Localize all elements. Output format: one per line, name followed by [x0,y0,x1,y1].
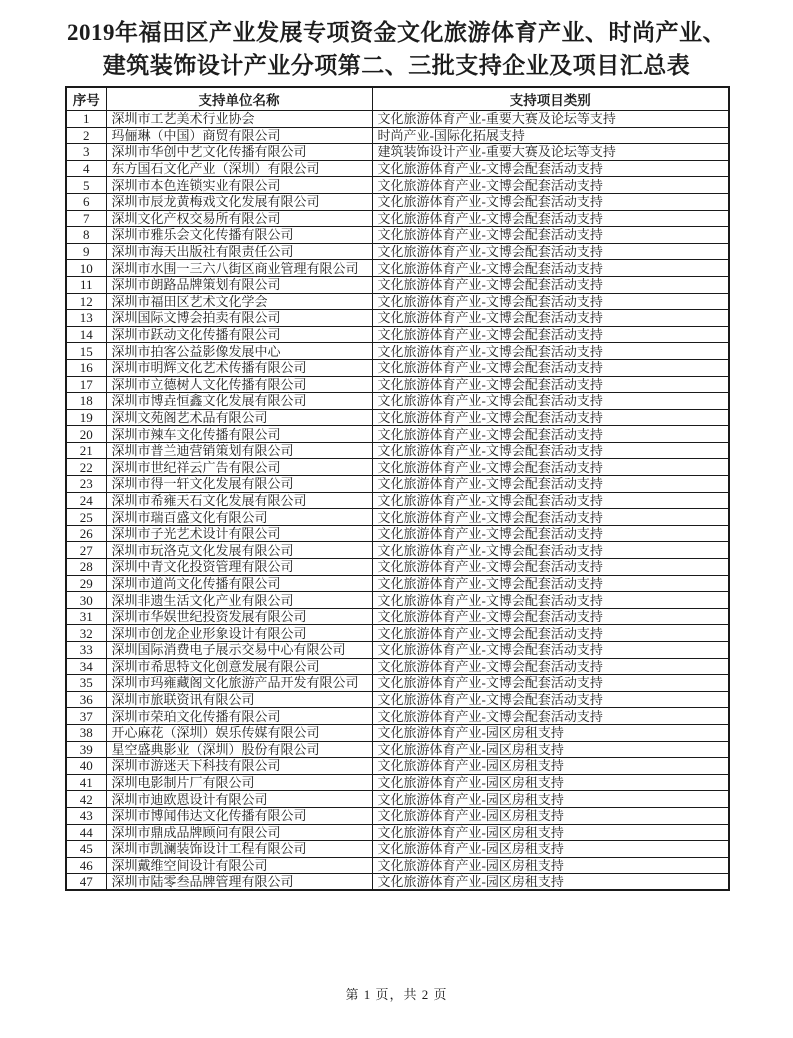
cell-unit-name: 深圳市瑞百盛文化有限公司 [106,509,372,526]
cell-unit-name: 深圳市得一轩文化发展有限公司 [106,476,372,493]
cell-row-index: 27 [66,542,106,559]
page-title-line-1: 2019年福田区产业发展专项资金文化旅游体育产业、时尚产业、 [67,20,726,45]
cell-project-category: 文化旅游体育产业-文博会配套活动支持 [372,227,729,244]
cell-unit-name: 深圳市荣珀文化传播有限公司 [106,708,372,725]
cell-project-category: 文化旅游体育产业-文博会配套活动支持 [372,276,729,293]
cell-row-index: 14 [66,326,106,343]
table-row [66,326,729,343]
cell-project-category: 文化旅游体育产业-文博会配套活动支持 [372,326,729,343]
table-row [66,824,729,841]
cell-project-category: 建筑装饰设计产业-重要大赛及论坛等支持 [372,144,729,161]
cell-project-category: 文化旅游体育产业-文博会配套活动支持 [372,658,729,675]
table-row [66,857,729,874]
cell-row-index: 4 [66,160,106,177]
table-row [66,658,729,675]
table-row [66,724,729,741]
cell-row-index: 36 [66,691,106,708]
cell-row-index: 38 [66,724,106,741]
cell-unit-name: 深圳市普兰迪营销策划有限公司 [106,442,372,459]
table-row [66,708,729,725]
table-row [66,642,729,659]
table-row [66,376,729,393]
cell-unit-name: 深圳市玩洛克文化发展有限公司 [106,542,372,559]
cell-row-index: 31 [66,608,106,625]
cell-unit-name: 深圳国际消费电子展示交易中心有限公司 [106,642,372,659]
table-row [66,592,729,609]
cell-unit-name: 深圳市博闻伟达文化传播有限公司 [106,807,372,824]
table-row [66,127,729,144]
cell-project-category: 文化旅游体育产业-文博会配套活动支持 [372,193,729,210]
cell-row-index: 47 [66,874,106,891]
cell-row-index: 19 [66,409,106,426]
cell-unit-name: 深圳市道尚文化传播有限公司 [106,575,372,592]
table-row [66,476,729,493]
cell-unit-name: 深圳市本色连锁实业有限公司 [106,177,372,194]
cell-unit-name: 深圳非遗生活文化产业有限公司 [106,592,372,609]
table-row [66,177,729,194]
table-row [66,625,729,642]
cell-unit-name: 深圳市拍客公益影像发展中心 [106,343,372,360]
cell-row-index: 8 [66,227,106,244]
cell-project-category: 文化旅游体育产业-文博会配套活动支持 [372,177,729,194]
cell-unit-name: 深圳中青文化投资管理有限公司 [106,559,372,576]
cell-row-index: 11 [66,276,106,293]
table-row [66,243,729,260]
table-row [66,144,729,161]
cell-unit-name: 深圳市明辉文化艺术传播有限公司 [106,359,372,376]
cell-row-index: 25 [66,509,106,526]
cell-row-index: 28 [66,559,106,576]
cell-row-index: 12 [66,293,106,310]
cell-unit-name: 深圳市博垚恒鑫文化发展有限公司 [106,393,372,410]
cell-project-category: 文化旅游体育产业-园区房租支持 [372,791,729,808]
cell-project-category: 文化旅游体育产业-文博会配套活动支持 [372,426,729,443]
table-header-row [66,87,729,111]
table-row [66,393,729,410]
cell-project-category: 文化旅游体育产业-文博会配套活动支持 [372,509,729,526]
table-row [66,874,729,891]
cell-unit-name: 深圳市华创中艺文化传播有限公司 [106,144,372,161]
cell-row-index: 35 [66,675,106,692]
cell-unit-name: 深圳市福田区艺术文化学会 [106,293,372,310]
table-row [66,758,729,775]
table-row [66,359,729,376]
table-row [66,807,729,824]
cell-project-category: 文化旅游体育产业-文博会配套活动支持 [372,675,729,692]
table-row [66,691,729,708]
page-title [0,16,793,82]
cell-row-index: 24 [66,492,106,509]
cell-row-index: 23 [66,476,106,493]
table-row [66,741,729,758]
table-row [66,509,729,526]
cell-row-index: 39 [66,741,106,758]
cell-row-index: 2 [66,127,106,144]
cell-project-category: 文化旅游体育产业-文博会配套活动支持 [372,559,729,576]
table-row [66,442,729,459]
cell-row-index: 30 [66,592,106,609]
table-row [66,841,729,858]
cell-project-category: 文化旅游体育产业-文博会配套活动支持 [372,708,729,725]
cell-project-category: 文化旅游体育产业-文博会配套活动支持 [372,608,729,625]
cell-unit-name: 深圳市凯澜装饰设计工程有限公司 [106,841,372,858]
table-row [66,276,729,293]
cell-project-category: 文化旅游体育产业-文博会配套活动支持 [372,160,729,177]
cell-row-index: 18 [66,393,106,410]
cell-unit-name: 深圳市华娱世纪投资发展有限公司 [106,608,372,625]
cell-project-category: 文化旅游体育产业-文博会配套活动支持 [372,442,729,459]
cell-unit-name: 深圳市旅联资讯有限公司 [106,691,372,708]
cell-row-index: 5 [66,177,106,194]
cell-unit-name: 深圳文苑阁艺术品有限公司 [106,409,372,426]
cell-project-category: 文化旅游体育产业-园区房租支持 [372,841,729,858]
table-row [66,111,729,128]
table-row [66,409,729,426]
table-row [66,310,729,327]
cell-row-index: 44 [66,824,106,841]
cell-unit-name: 深圳市子光艺术设计有限公司 [106,525,372,542]
cell-project-category: 文化旅游体育产业-文博会配套活动支持 [372,476,729,493]
cell-project-category: 文化旅游体育产业-园区房租支持 [372,857,729,874]
cell-project-category: 文化旅游体育产业-文博会配套活动支持 [372,343,729,360]
table-row [66,227,729,244]
cell-project-category: 文化旅游体育产业-园区房租支持 [372,724,729,741]
cell-project-category: 时尚产业-国际化拓展支持 [372,127,729,144]
cell-project-category: 文化旅游体育产业-文博会配套活动支持 [372,625,729,642]
table-row [66,608,729,625]
cell-row-index: 32 [66,625,106,642]
support-table [65,86,730,891]
cell-unit-name: 深圳市希思特文化创意发展有限公司 [106,658,372,675]
cell-unit-name: 深圳市水围一三六八街区商业管理有限公司 [106,260,372,277]
cell-unit-name: 深圳戴维空间设计有限公司 [106,857,372,874]
cell-row-index: 3 [66,144,106,161]
cell-unit-name: 开心麻花（深圳）娱乐传媒有限公司 [106,724,372,741]
cell-unit-name: 深圳市立德树人文化传播有限公司 [106,376,372,393]
cell-unit-name: 深圳市迪欧恩设计有限公司 [106,791,372,808]
table-row [66,193,729,210]
cell-unit-name: 深圳市游迷天下科技有限公司 [106,758,372,775]
cell-project-category: 文化旅游体育产业-重要大赛及论坛等支持 [372,111,729,128]
table-row [66,343,729,360]
cell-row-index: 10 [66,260,106,277]
column-header-unit: 支持单位名称 [106,87,372,111]
cell-unit-name: 深圳电影制片厂有限公司 [106,774,372,791]
cell-row-index: 9 [66,243,106,260]
cell-row-index: 29 [66,575,106,592]
cell-project-category: 文化旅游体育产业-文博会配套活动支持 [372,260,729,277]
cell-project-category: 文化旅游体育产业-园区房租支持 [372,807,729,824]
page-title-line-2: 建筑装饰设计产业分项第二、三批支持企业及项目汇总表 [102,53,691,78]
cell-project-category: 文化旅游体育产业-文博会配套活动支持 [372,393,729,410]
cell-project-category: 文化旅游体育产业-园区房租支持 [372,774,729,791]
cell-project-category: 文化旅游体育产业-文博会配套活动支持 [372,575,729,592]
cell-project-category: 文化旅游体育产业-文博会配套活动支持 [372,642,729,659]
cell-unit-name: 深圳市玛雍藏阁文化旅游产品开发有限公司 [106,675,372,692]
cell-project-category: 文化旅游体育产业-文博会配套活动支持 [372,409,729,426]
cell-project-category: 文化旅游体育产业-文博会配套活动支持 [372,243,729,260]
cell-unit-name: 深圳文化产权交易所有限公司 [106,210,372,227]
table-row [66,210,729,227]
cell-row-index: 41 [66,774,106,791]
cell-row-index: 15 [66,343,106,360]
cell-row-index: 43 [66,807,106,824]
cell-unit-name: 深圳市创龙企业形象设计有限公司 [106,625,372,642]
cell-row-index: 17 [66,376,106,393]
page-footer: 第 1 页，共 2 页 [345,987,448,1002]
cell-unit-name: 东方国石文化产业（深圳）有限公司 [106,160,372,177]
cell-project-category: 文化旅游体育产业-文博会配套活动支持 [372,492,729,509]
cell-project-category: 文化旅游体育产业-文博会配套活动支持 [372,310,729,327]
table-row [66,675,729,692]
cell-project-category: 文化旅游体育产业-文博会配套活动支持 [372,691,729,708]
table-row [66,774,729,791]
cell-unit-name: 深圳市跃动文化传播有限公司 [106,326,372,343]
table-row [66,542,729,559]
table-row [66,575,729,592]
cell-unit-name: 深圳市陆零叁品牌管理有限公司 [106,874,372,891]
cell-row-index: 16 [66,359,106,376]
cell-unit-name: 深圳市朗路品牌策划有限公司 [106,276,372,293]
cell-unit-name: 深圳市辣车文化传播有限公司 [106,426,372,443]
cell-project-category: 文化旅游体育产业-园区房租支持 [372,758,729,775]
table-row [66,525,729,542]
table-row [66,160,729,177]
cell-project-category: 文化旅游体育产业-文博会配套活动支持 [372,459,729,476]
cell-project-category: 文化旅游体育产业-文博会配套活动支持 [372,525,729,542]
table-row [66,459,729,476]
cell-row-index: 40 [66,758,106,775]
cell-unit-name: 深圳市世纪祥云广告有限公司 [106,459,372,476]
table-row [66,260,729,277]
table-row [66,791,729,808]
cell-row-index: 7 [66,210,106,227]
cell-unit-name: 深圳市希雍天石文化发展有限公司 [106,492,372,509]
cell-project-category: 文化旅游体育产业-文博会配套活动支持 [372,293,729,310]
cell-unit-name: 深圳市辰龙黄梅戏文化发展有限公司 [106,193,372,210]
cell-unit-name: 深圳市鼎成品牌顾问有限公司 [106,824,372,841]
table-row [66,426,729,443]
cell-project-category: 文化旅游体育产业-园区房租支持 [372,741,729,758]
cell-row-index: 42 [66,791,106,808]
cell-unit-name: 深圳市雅乐会文化传播有限公司 [106,227,372,244]
table-row [66,559,729,576]
cell-row-index: 1 [66,111,106,128]
cell-project-category: 文化旅游体育产业-园区房租支持 [372,824,729,841]
cell-project-category: 文化旅游体育产业-文博会配套活动支持 [372,359,729,376]
table-row [66,293,729,310]
column-header-category: 支持项目类别 [372,87,729,111]
cell-row-index: 20 [66,426,106,443]
cell-unit-name: 深圳市海天出版社有限责任公司 [106,243,372,260]
cell-project-category: 文化旅游体育产业-文博会配套活动支持 [372,542,729,559]
cell-project-category: 文化旅游体育产业-文博会配套活动支持 [372,210,729,227]
cell-row-index: 37 [66,708,106,725]
cell-row-index: 26 [66,525,106,542]
cell-row-index: 46 [66,857,106,874]
cell-unit-name: 深圳国际文博会拍卖有限公司 [106,310,372,327]
cell-row-index: 13 [66,310,106,327]
cell-row-index: 45 [66,841,106,858]
cell-project-category: 文化旅游体育产业-文博会配套活动支持 [372,592,729,609]
cell-row-index: 21 [66,442,106,459]
cell-unit-name: 星空盛典影业（深圳）股份有限公司 [106,741,372,758]
cell-project-category: 文化旅游体育产业-园区房租支持 [372,874,729,891]
cell-project-category: 文化旅游体育产业-文博会配套活动支持 [372,376,729,393]
cell-row-index: 34 [66,658,106,675]
cell-row-index: 33 [66,642,106,659]
column-header-index: 序号 [66,87,106,111]
cell-row-index: 22 [66,459,106,476]
cell-unit-name: 深圳市工艺美术行业协会 [106,111,372,128]
cell-unit-name: 玛俪琳（中国）商贸有限公司 [106,127,372,144]
cell-row-index: 6 [66,193,106,210]
table-row [66,492,729,509]
